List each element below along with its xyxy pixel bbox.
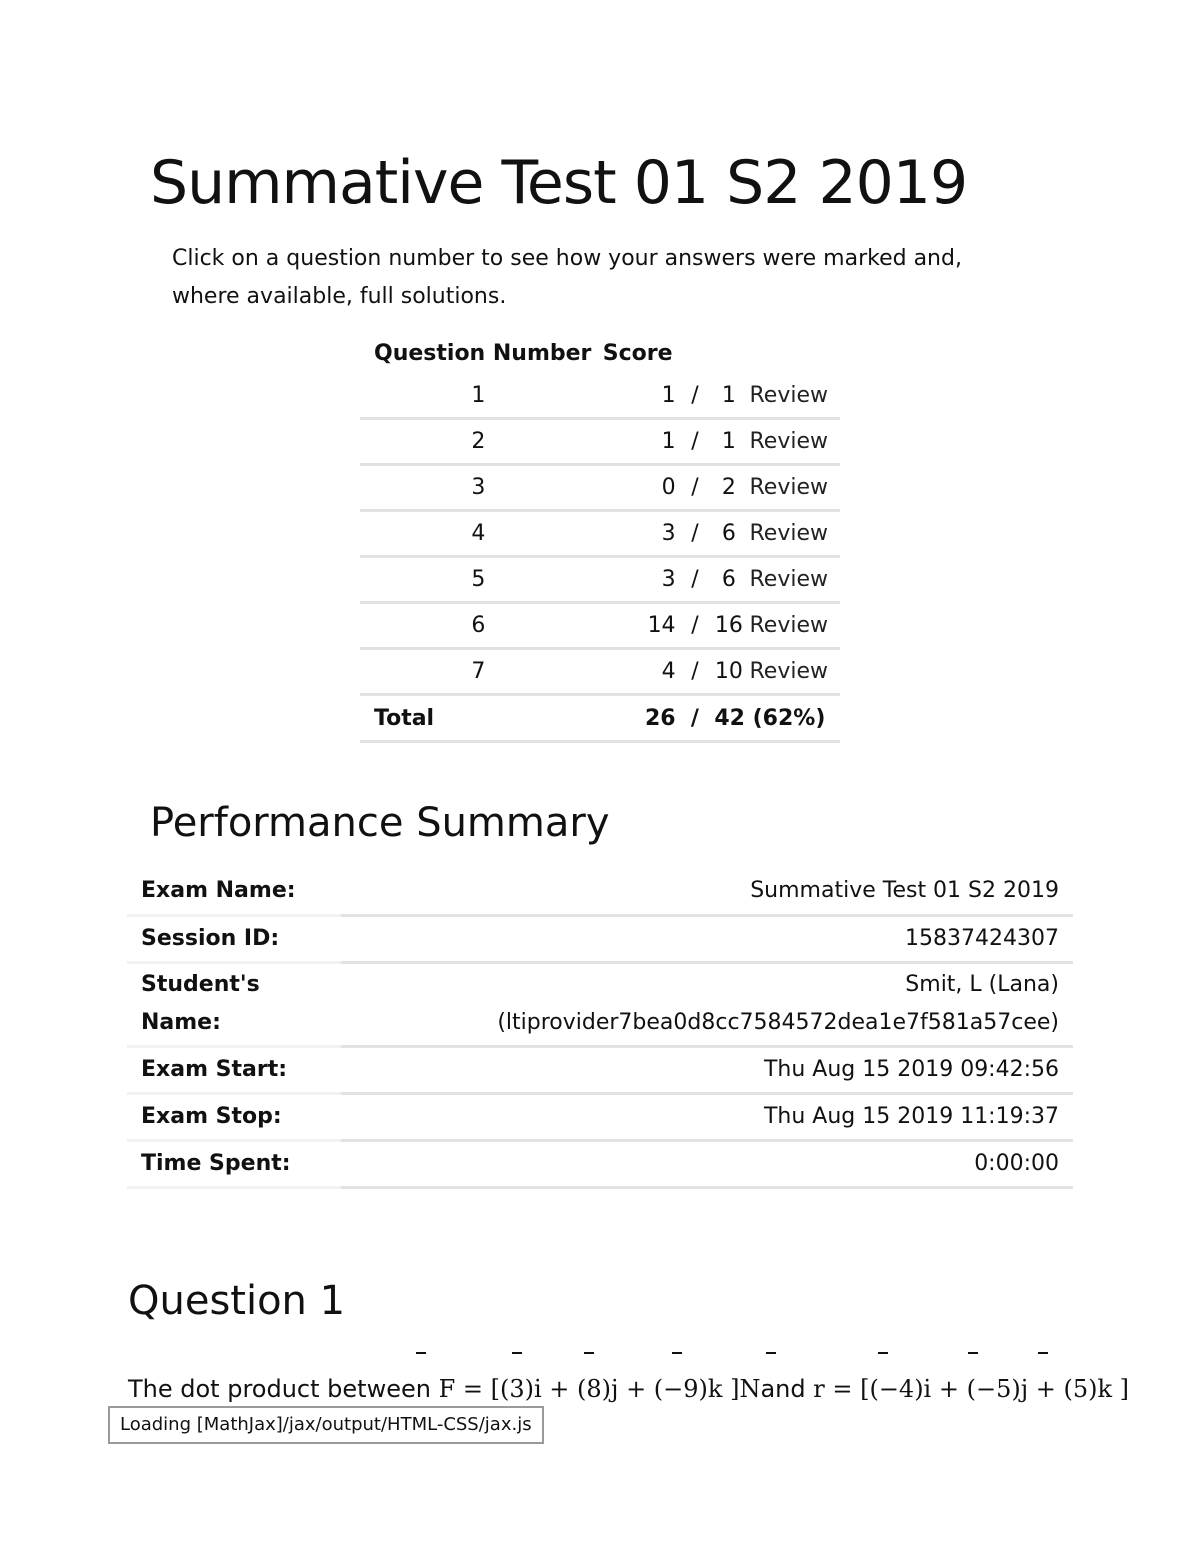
max-score: 10 bbox=[708, 649, 749, 695]
summary-row bbox=[127, 868, 1073, 915]
score-value: 4 bbox=[597, 649, 682, 695]
summary-value: Summative Test 01 S2 2019 bbox=[341, 868, 1073, 915]
review-link[interactable]: Review bbox=[749, 521, 828, 546]
total-slash: / bbox=[682, 695, 709, 742]
score-value: 1 bbox=[597, 374, 682, 419]
question-1-title: Question 1 bbox=[128, 1278, 346, 1324]
summary-label: Exam Name: bbox=[127, 868, 341, 915]
max-score: 1 bbox=[708, 374, 749, 419]
review-cell bbox=[750, 511, 841, 557]
question-number: 3 bbox=[360, 465, 597, 511]
max-score: 2 bbox=[708, 465, 749, 511]
score-header: Score bbox=[602, 340, 673, 366]
summary-row bbox=[127, 1046, 1073, 1093]
summary-row bbox=[127, 1093, 1073, 1140]
summary-label: Student's Name: bbox=[127, 962, 341, 1046]
total-row bbox=[360, 695, 840, 742]
score-slash: / bbox=[682, 374, 709, 419]
mathjax-loading-status: Loading [MathJax]/jax/output/HTML-CSS/jax.js bbox=[108, 1406, 544, 1444]
max-score: 6 bbox=[708, 511, 749, 557]
score-row bbox=[360, 649, 840, 695]
summary-row bbox=[127, 962, 1073, 1046]
score-table-header bbox=[360, 332, 840, 374]
review-cell bbox=[750, 603, 841, 649]
score-value: 1 bbox=[597, 419, 682, 465]
max-score: 1 bbox=[708, 419, 749, 465]
review-link[interactable]: Review bbox=[749, 613, 828, 638]
score-slash: / bbox=[682, 511, 709, 557]
question-number: 4 bbox=[360, 511, 597, 557]
vector-bar bbox=[968, 1352, 978, 1354]
summary-value: 15837424307 bbox=[341, 915, 1073, 962]
question-number: 2 bbox=[360, 419, 597, 465]
summary-label: Exam Start: bbox=[127, 1046, 341, 1093]
review-link[interactable]: Review bbox=[749, 429, 828, 454]
score-value: 3 bbox=[597, 557, 682, 603]
summary-label: Time Spent: bbox=[127, 1140, 341, 1187]
vector-bar bbox=[672, 1352, 682, 1354]
intro-text: Click on a question number to see how your answers were marked and, where available, full solutions. bbox=[172, 246, 962, 309]
score-row bbox=[360, 374, 840, 419]
score-row bbox=[360, 511, 840, 557]
score-slash: / bbox=[682, 465, 709, 511]
score-slash: / bbox=[682, 419, 709, 465]
vector-bar bbox=[584, 1352, 594, 1354]
score-row bbox=[360, 557, 840, 603]
score-value: 3 bbox=[597, 511, 682, 557]
summary-label: Session ID: bbox=[127, 915, 341, 962]
review-cell bbox=[750, 557, 841, 603]
performance-summary-title: Performance Summary bbox=[150, 800, 610, 846]
force-vector: F = [(3)i + (8)j + (−9)k ]N bbox=[438, 1375, 761, 1403]
score-row bbox=[360, 419, 840, 465]
review-cell bbox=[750, 465, 841, 511]
summary-value: Thu Aug 15 2019 11:19:37 bbox=[341, 1093, 1073, 1140]
review-cell bbox=[750, 374, 841, 419]
vector-bar bbox=[766, 1352, 776, 1354]
question-number: 6 bbox=[360, 603, 597, 649]
summary-row bbox=[127, 915, 1073, 962]
question-1-and: and bbox=[760, 1375, 806, 1403]
performance-summary-table bbox=[127, 868, 1073, 1189]
vector-bar bbox=[416, 1352, 426, 1354]
summary-row bbox=[127, 1140, 1073, 1187]
question-1-text-start: The dot product between bbox=[128, 1375, 439, 1403]
question-number-header: Question Number bbox=[374, 340, 592, 366]
review-cell bbox=[750, 419, 841, 465]
question-number: 5 bbox=[360, 557, 597, 603]
question-number: 7 bbox=[360, 649, 597, 695]
question-1-text bbox=[128, 1375, 1129, 1403]
vector-bar bbox=[512, 1352, 522, 1354]
score-row bbox=[360, 603, 840, 649]
max-score: 16 bbox=[708, 603, 749, 649]
review-cell bbox=[750, 649, 841, 695]
total-max: 42 (62%) bbox=[708, 695, 840, 742]
score-value: 0 bbox=[597, 465, 682, 511]
total-score: 26 bbox=[597, 695, 682, 742]
position-vector: r = [(−4)i + (−5)j + (5)k ] bbox=[813, 1375, 1130, 1403]
score-table bbox=[360, 332, 840, 743]
vector-bar bbox=[1038, 1352, 1048, 1354]
page-title: Summative Test 01 S2 2019 bbox=[150, 148, 968, 218]
review-link[interactable]: Review bbox=[749, 383, 828, 408]
total-label: Total bbox=[360, 695, 597, 742]
review-link[interactable]: Review bbox=[749, 659, 828, 684]
score-row bbox=[360, 465, 840, 511]
vector-bar bbox=[878, 1352, 888, 1354]
summary-value: Smit, L (Lana) (ltiprovider7bea0d8cc7584572dea1e7f581a57cee) bbox=[341, 962, 1073, 1046]
max-score: 6 bbox=[708, 557, 749, 603]
review-link[interactable]: Review bbox=[749, 475, 828, 500]
score-value: 14 bbox=[597, 603, 682, 649]
summary-label: Exam Stop: bbox=[127, 1093, 341, 1140]
summary-value: 0:00:00 bbox=[341, 1140, 1073, 1187]
question-number: 1 bbox=[360, 374, 597, 419]
summary-value: Thu Aug 15 2019 09:42:56 bbox=[341, 1046, 1073, 1093]
score-slash: / bbox=[682, 649, 709, 695]
score-slash: / bbox=[682, 557, 709, 603]
review-link[interactable]: Review bbox=[749, 567, 828, 592]
score-slash: / bbox=[682, 603, 709, 649]
